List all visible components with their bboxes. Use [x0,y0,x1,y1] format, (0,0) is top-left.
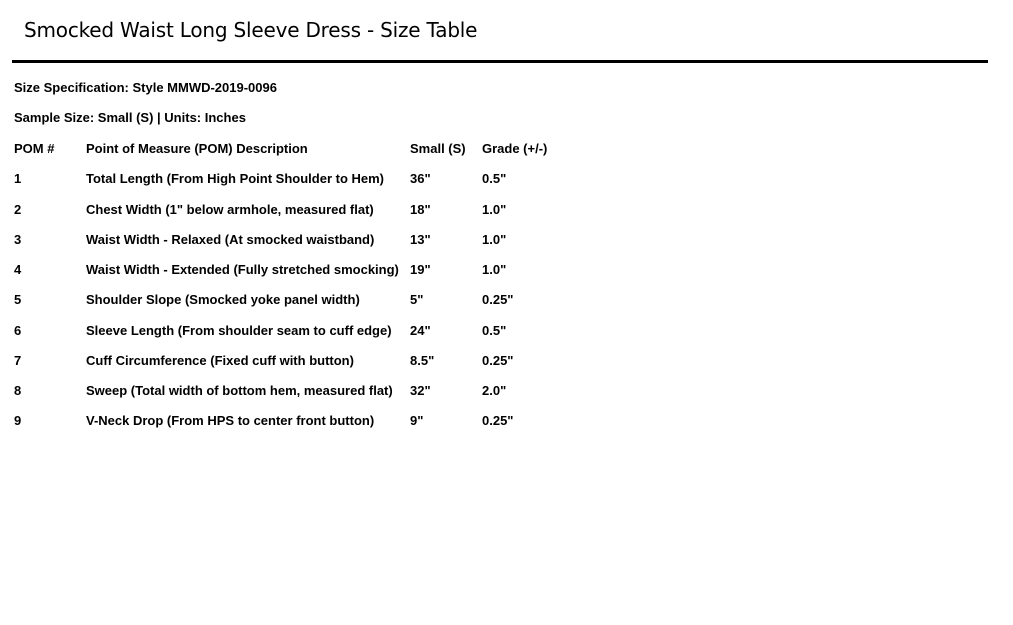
pom-number: 6 [14,322,22,338]
pom-description: Cuff Circumference (Fixed cuff with button) [86,352,354,368]
pom-number: 4 [14,262,22,277]
pom-description: Shoulder Slope (Smocked yoke panel width) [86,292,360,308]
title-divider [12,60,988,63]
small-value: 24" [410,322,431,338]
pom-number: 2 [14,201,22,217]
pom-number: 9 [14,413,22,429]
small-value: 8.5" [410,352,435,368]
page-title: Smocked Waist Long Sleeve Dress - Size Table [24,18,478,42]
sample-size-line: Sample Size: Small (S) | Units: Inches [14,110,246,125]
pom-number: 1 [14,171,22,187]
small-value: 13" [410,231,431,247]
grade-value: 1.0" [482,231,507,247]
pom-description: Sleeve Length (From shoulder seam to cuff edge) [86,322,392,338]
grade-value: 0.5" [482,171,507,187]
grade-value: 0.5" [482,322,507,338]
pom-description: Total Length (From High Point Shoulder to Hem) [86,171,385,187]
pom-number: 5 [14,292,22,308]
size-specification-line: Size Specification: Style MMWD-2019-0096 [14,80,277,95]
grade-value: 1.0" [482,262,507,277]
pom-number: 8 [14,383,22,398]
pom-description: Waist Width - Extended (Fully stretched smocking) [86,262,399,277]
pom-description: V-Neck Drop (From HPS to center front button) [86,413,375,429]
grade-value: 0.25" [482,292,514,308]
header-description: Point of Measure (POM) Description [86,141,308,156]
header-small: Small (S) [410,141,466,156]
small-value: 32" [410,383,431,398]
small-value: 18" [410,201,431,217]
pom-number: 3 [14,231,22,247]
header-pom: POM # [14,141,55,156]
small-value: 19" [410,262,431,277]
pom-description: Chest Width (1" below armhole, measured flat) [86,201,374,217]
header-grade: Grade (+/-) [482,141,548,156]
small-value: 9" [410,413,424,429]
grade-value: 2.0" [482,383,507,398]
small-value: 5" [410,292,424,308]
grade-value: 1.0" [482,201,507,217]
grade-value: 0.25" [482,413,514,429]
grade-value: 0.25" [482,352,514,368]
small-value: 36" [410,171,431,187]
pom-description: Sweep (Total width of bottom hem, measured flat) [86,383,393,398]
pom-number: 7 [14,352,22,368]
pom-description: Waist Width - Relaxed (At smocked waistband) [86,231,375,247]
